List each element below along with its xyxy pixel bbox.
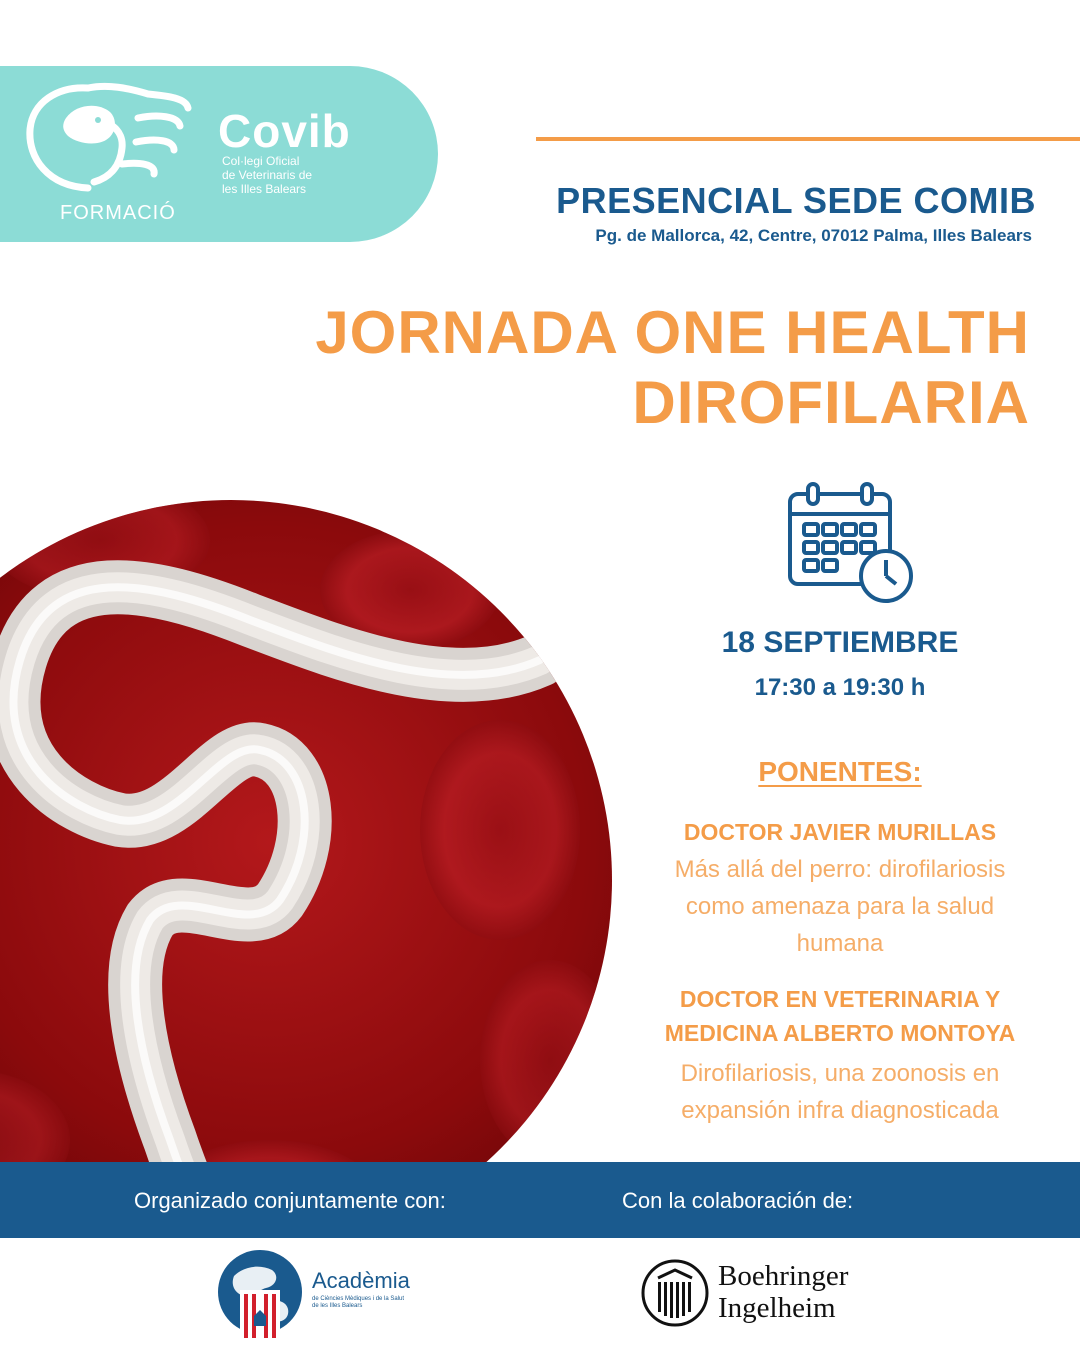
brand-subtitle-line: de Veterinaris de — [222, 168, 313, 182]
brand-subtitle-line: les Illes Balears — [222, 182, 307, 196]
globe-flag-logo-icon — [214, 1246, 306, 1346]
collaboration-label: Con la colaboración de: — [622, 1188, 854, 1213]
speaker-topic-line: humana — [796, 930, 884, 957]
bi-name — [718, 1260, 848, 1324]
event-time: 17:30 a 19:30 h — [754, 674, 926, 701]
footer-logos-area — [0, 1238, 1080, 1350]
academia-subtitle-line: de les Illes Balears — [312, 1303, 363, 1309]
speaker-topic-line: como amenaza para la salud — [685, 893, 995, 920]
divider — [536, 137, 1080, 141]
bi-name-line: Boehringer — [718, 1260, 849, 1292]
organized-label: Organizado conjuntamente con: — [134, 1188, 446, 1213]
section-label: FORMACIÓ — [60, 202, 176, 224]
speaker-name-line: MEDICINA ALBERTO MONTOYA — [664, 1020, 1016, 1046]
heartworm-image — [0, 500, 612, 1260]
hand-goat-logo-icon — [18, 78, 198, 198]
bi-building-logo-icon — [640, 1258, 710, 1328]
bi-name-line: Ingelheim — [718, 1292, 836, 1324]
speaker-topic-line: Más allá del perro: dirofilariosis — [674, 856, 1006, 883]
speakers-heading: PONENTES: — [758, 756, 922, 787]
event-title-line: JORNADA ONE HEALTH — [315, 299, 1030, 366]
venue-title: PRESENCIAL SEDE COMIB — [556, 180, 1036, 221]
academia-subtitle — [312, 1296, 422, 1310]
brand-subtitle-line: Col·legi Oficial — [222, 154, 300, 168]
calendar-clock-icon — [786, 480, 916, 606]
event-title — [315, 298, 1030, 438]
speaker-topic — [610, 1055, 1070, 1129]
speaker-topic-line: expansión infra diagnosticada — [681, 1097, 999, 1124]
brand-subtitle — [222, 154, 382, 196]
speaker-name — [620, 815, 1060, 849]
speaker-name-line: DOCTOR EN VETERINARIA Y — [679, 986, 1001, 1012]
speaker-topic — [620, 851, 1060, 962]
event-date: 18 SEPTIEMBRE — [721, 626, 959, 659]
brand-name: Covib — [218, 105, 351, 157]
academia-name: Acadèmia — [312, 1268, 410, 1293]
speaker-name — [610, 982, 1070, 1050]
speaker-name-line: DOCTOR JAVIER MURILLAS — [683, 819, 997, 845]
academia-subtitle-line: de Ciències Mèdiques i de la Salut — [312, 1296, 405, 1302]
venue-address: Pg. de Mallorca, 42, Centre, 07012 Palma, Illes Balears — [595, 226, 1032, 245]
speaker-topic-line: Dirofilariosis, una zoonosis en — [680, 1060, 1000, 1087]
event-title-line: DIROFILARIA — [632, 369, 1030, 436]
